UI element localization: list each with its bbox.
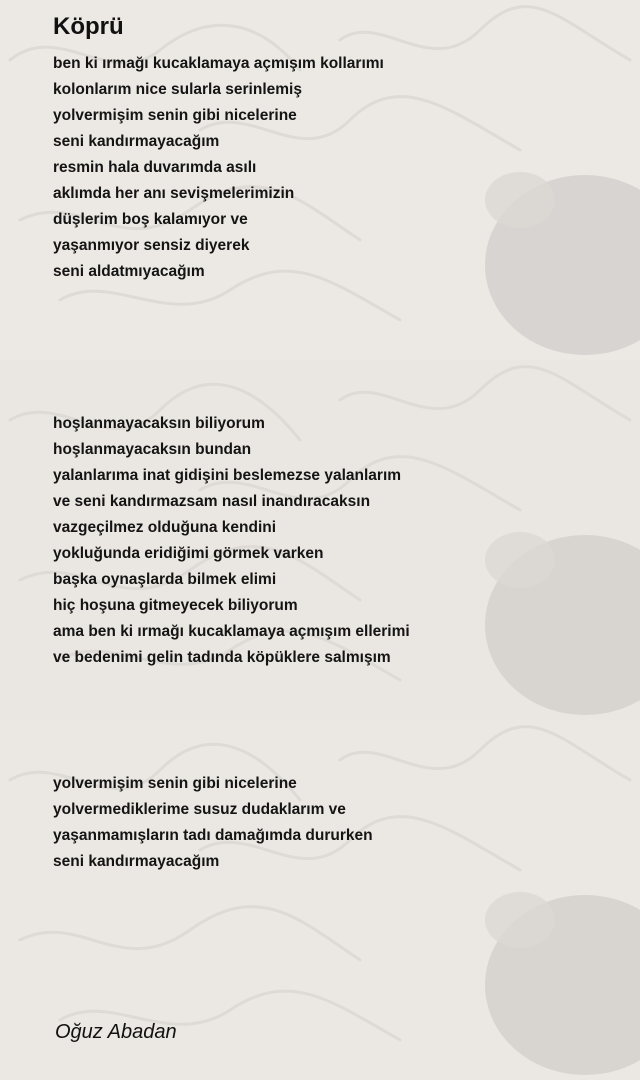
poem-line: ve seni kandırmazsam nasıl inandıracaksın [53,493,371,510]
poem-line: ben ki ırmağı kucaklamaya açmışım kollarımı [53,55,384,72]
poem-title: Köprü [53,13,124,40]
poem-line: hoşlanmayacaksın bundan [53,441,252,458]
stanza-1 [53,51,384,285]
poem-line: kolonlarım nice sularla serinlemiş [53,81,302,98]
poem-line: yolvermişim senin gibi nicelerine [53,107,297,124]
poem-line: yaşanmamışların tadı damağımda dururken [53,827,373,844]
stanza-3 [53,771,373,875]
poem-line: yolvermişim senin gibi nicelerine [53,775,297,792]
poem-line: seni aldatmıyacağım [53,263,205,280]
poem-line: seni kandırmayacağım [53,853,220,870]
poem-line: resmin hala duvarımda asılı [53,159,257,176]
poem-author: Oğuz Abadan [55,1021,177,1043]
poem-line: yokluğunda eridiğimi görmek varken [53,545,324,562]
poem-line: yaşanmıyor sensiz diyerek [53,237,250,254]
poem-line: vazgeçilmez olduğuna kendini [53,519,277,536]
poem-line: ve bedenimi gelin tadında köpüklere salmışım [53,649,391,666]
poem-line: başka oynaşlarda bilmek elimi [53,571,277,588]
poem-line: aklımda her anı sevişmelerimizin [53,185,295,202]
poem-line: hiç hoşuna gitmeyecek biliyorum [53,597,298,614]
poem-line: düşlerim boş kalamıyor ve [53,211,248,228]
poem-line: ama ben ki ırmağı kucaklamaya açmışım ellerimi [53,623,410,640]
poem-line: yolvermediklerime susuz dudaklarım ve [53,801,346,818]
poem-line: yalanlarıma inat gidişini beslemezse yalanlarım [53,467,402,484]
poem-line: hoşlanmayacaksın biliyorum [53,415,265,432]
poem-line: seni kandırmayacağım [53,133,220,150]
stanza-2 [53,411,410,671]
